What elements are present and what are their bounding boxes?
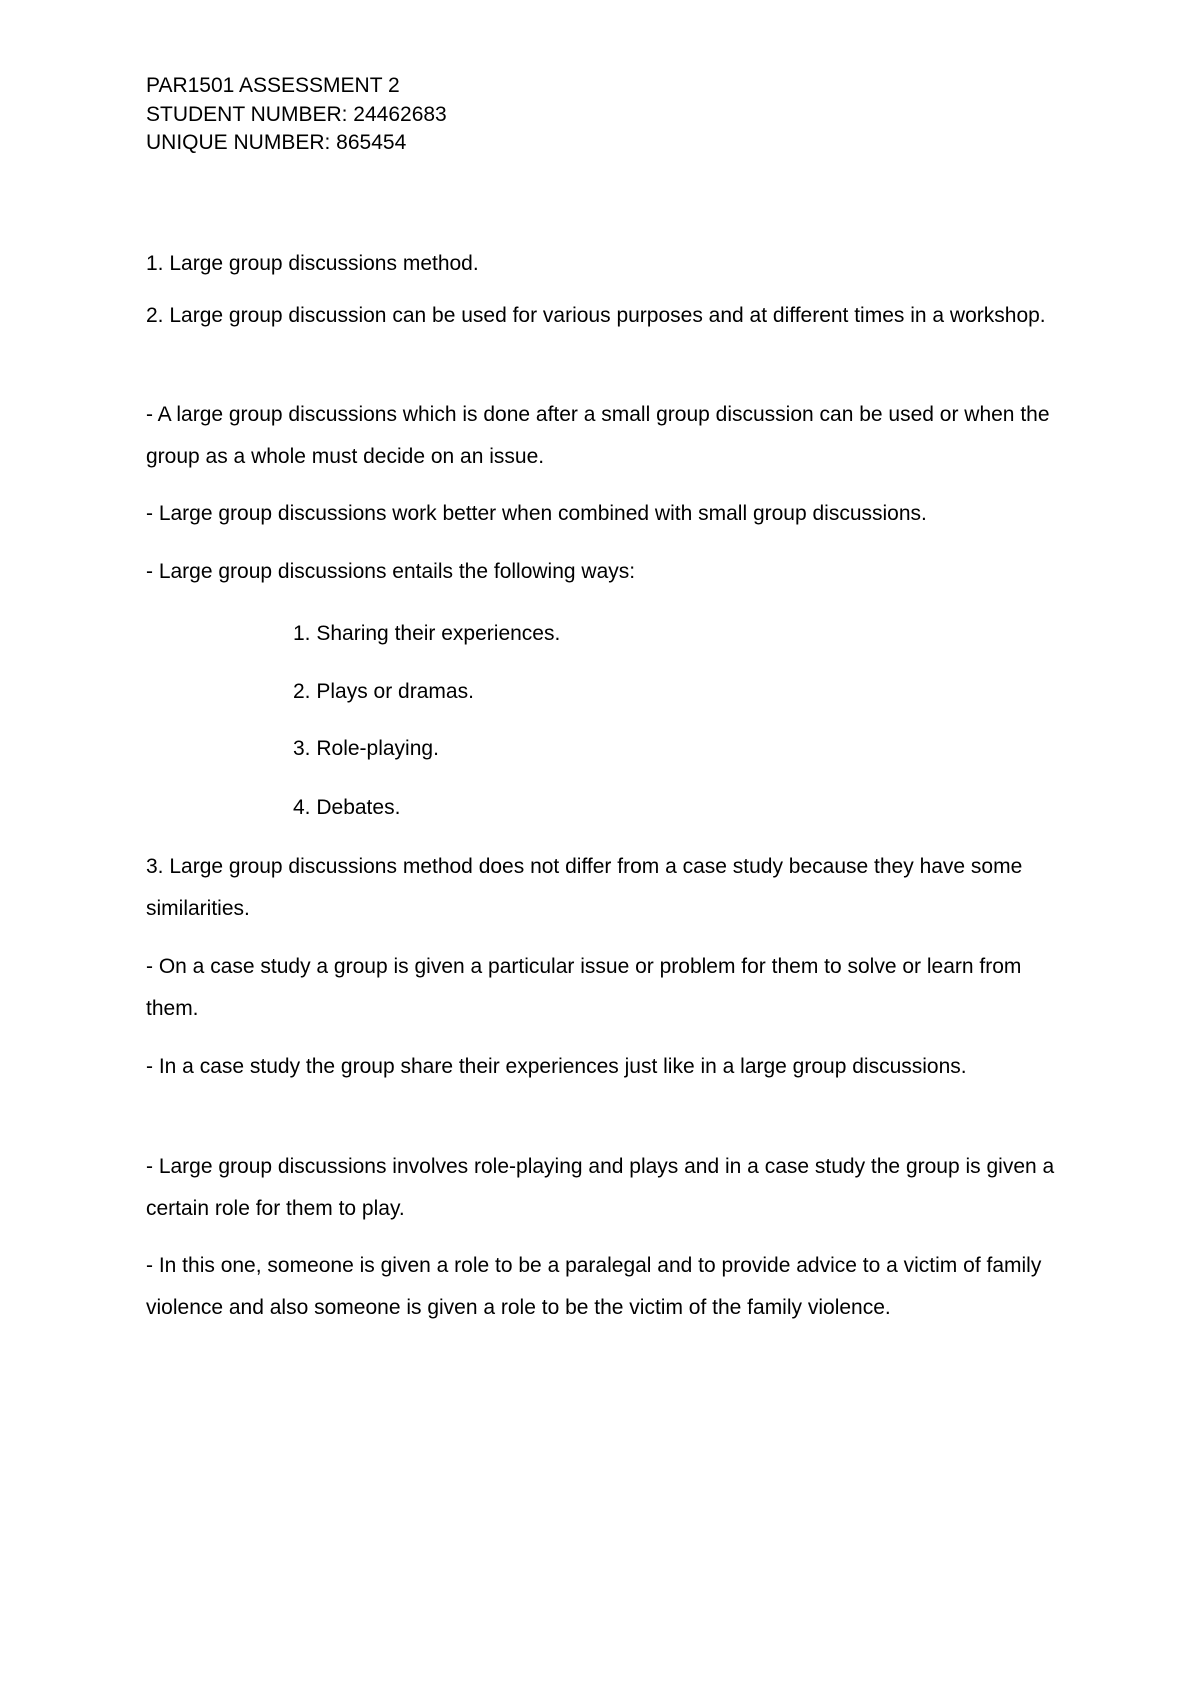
answer-2-point-3: - Large group discussions entails the following ways: xyxy=(146,560,636,583)
way-item-2: 2. Plays or dramas. xyxy=(293,680,474,703)
course-title: PAR1501 ASSESSMENT 2 xyxy=(146,74,400,97)
way-item-3: 3. Role-playing. xyxy=(293,737,439,760)
answer-1: 1. Large group discussions method. xyxy=(146,252,479,275)
unique-number: UNIQUE NUMBER: 865454 xyxy=(146,131,407,154)
answer-2-point-2: - Large group discussions work better when combined with small group discussions. xyxy=(146,502,927,525)
answer-3: 3. Large group discussions method does not differ from a case study because they have some similarities. xyxy=(146,855,1023,920)
answer-2-point-1: - A large group discussions which is done after a small group discussion can be used or when the group as a whole must decide on an issue. xyxy=(146,403,1050,468)
student-number: STUDENT NUMBER: 24462683 xyxy=(146,102,447,126)
answer-3-point-1: - On a case study a group is given a particular issue or problem for them to solve or learn from them. xyxy=(146,955,1022,1020)
way-item-1: 1. Sharing their experiences. xyxy=(293,622,561,645)
way-item-4: 4. Debates. xyxy=(293,796,401,819)
answer-3-point-4: - In this one, someone is given a role to be a paralegal and to provide advice to a victim of family violence and also someone is given a role to be the victim of the family violence. xyxy=(146,1254,1042,1319)
answer-3-point-3: - Large group discussions involves role-playing and plays and in a case study the group is given a certain role for them to play. xyxy=(146,1155,1055,1220)
answer-2: 2. Large group discussion can be used for various purposes and at different times in a workshop. xyxy=(146,304,1046,327)
answer-3-point-2: - In a case study the group share their experiences just like in a large group discussions. xyxy=(146,1055,967,1078)
document-header xyxy=(146,72,447,158)
